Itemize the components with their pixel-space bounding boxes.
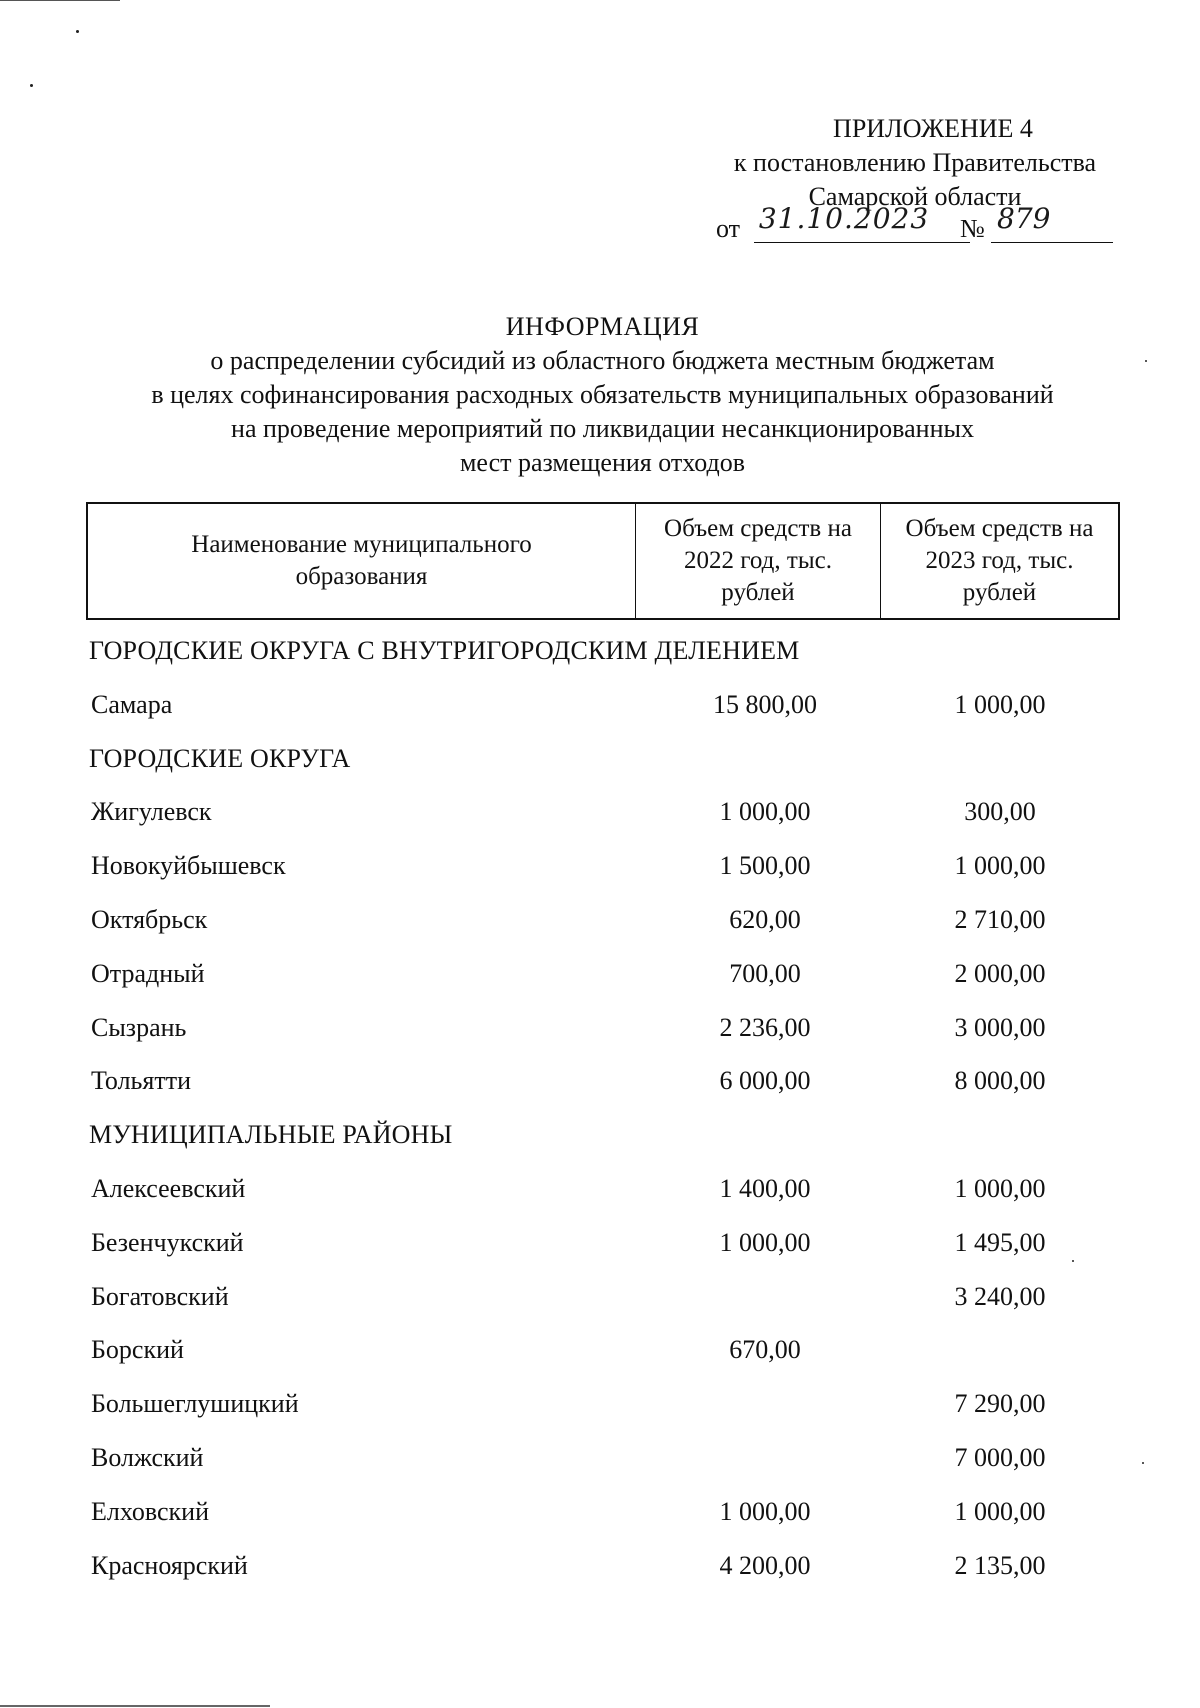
heading-line: в целях софинансирования расходных обязательств муниципальных образований — [151, 380, 1054, 409]
value-2022: 670,00 — [729, 1335, 801, 1365]
table-row — [0, 1431, 1200, 1485]
scan-artifact-line — [0, 0, 120, 1]
table-row — [0, 1485, 1200, 1539]
value-2023: 7 000,00 — [954, 1442, 1046, 1472]
table-row — [0, 947, 1200, 1001]
municipality-name: Безенчукский — [91, 1227, 244, 1257]
value-2023: 2 135,00 — [954, 1550, 1046, 1580]
value-2023: 8 000,00 — [954, 1066, 1046, 1096]
municipality-name: Отрадный — [91, 958, 205, 988]
table-row — [0, 1377, 1200, 1431]
scan-speck — [30, 84, 33, 87]
appendix-line-2: Самарской области — [808, 182, 1022, 211]
value-2022: 15 800,00 — [713, 689, 817, 719]
document-heading — [60, 310, 1145, 480]
header-2023-text: Объем средств на 2023 год, тыс. рублей — [905, 515, 1094, 606]
municipality-name: Октябрьск — [91, 904, 208, 934]
municipality-name: Жигулевск — [91, 797, 212, 827]
handwritten-number: 879 — [997, 202, 1051, 235]
value-2023: 3 000,00 — [954, 1012, 1046, 1042]
value-2023: 1 000,00 — [954, 689, 1046, 719]
section-name: ГОРОДСКИЕ ОКРУГА — [89, 743, 351, 773]
table-body — [0, 624, 1200, 1592]
table-header — [86, 502, 1120, 620]
table-row — [0, 1539, 1200, 1593]
heading-line: на проведение мероприятий по ликвидации несанкционированных — [231, 414, 974, 443]
table-row — [0, 1216, 1200, 1270]
date-label: от — [716, 214, 741, 243]
value-2022: 1 000,00 — [719, 1496, 811, 1526]
municipality-name: Сызрань — [91, 1012, 187, 1042]
value-2023: 2 000,00 — [954, 958, 1046, 988]
table-row — [0, 678, 1200, 732]
section-row — [0, 624, 1200, 678]
scan-speck — [1145, 360, 1147, 362]
value-2022: 4 200,00 — [719, 1550, 811, 1580]
value-2022: 1 500,00 — [719, 851, 811, 881]
municipality-name: Богатовский — [91, 1281, 229, 1311]
value-2023: 2 710,00 — [954, 904, 1046, 934]
number-label: № — [960, 214, 985, 243]
table-row — [0, 1162, 1200, 1216]
value-2022: 1 000,00 — [719, 797, 811, 827]
table-row — [0, 893, 1200, 947]
section-row — [0, 732, 1200, 786]
municipality-name: Волжский — [91, 1442, 204, 1472]
header-cell-2022 — [636, 504, 881, 618]
scan-speck — [76, 30, 79, 33]
heading-line: мест размещения отходов — [459, 448, 746, 477]
header-cell-2023 — [881, 504, 1118, 618]
municipality-name: Алексеевский — [91, 1173, 246, 1203]
appendix-block — [690, 112, 1140, 214]
table-row — [0, 1323, 1200, 1377]
municipality-name: Борский — [91, 1335, 184, 1365]
value-2023: 1 495,00 — [954, 1227, 1046, 1257]
section-row — [0, 1108, 1200, 1162]
table-row — [0, 1001, 1200, 1055]
appendix-title: ПРИЛОЖЕНИЕ 4 — [833, 114, 1033, 143]
municipality-name: Елховский — [91, 1496, 209, 1526]
value-2022: 2 236,00 — [719, 1012, 811, 1042]
scan-artifact-line — [0, 1705, 270, 1707]
value-2023: 7 290,00 — [954, 1389, 1046, 1419]
value-2022: 6 000,00 — [719, 1066, 811, 1096]
value-2023: 1 000,00 — [954, 1173, 1046, 1203]
heading-title: ИНФОРМАЦИЯ — [505, 312, 700, 341]
value-2023: 1 000,00 — [954, 851, 1046, 881]
table-row — [0, 1054, 1200, 1108]
municipality-name: Тольятти — [91, 1066, 192, 1096]
value-2022: 620,00 — [729, 904, 801, 934]
header-cell-name — [88, 504, 636, 618]
section-name: МУНИЦИПАЛЬНЫЕ РАЙОНЫ — [89, 1120, 453, 1150]
table-row — [0, 785, 1200, 839]
value-2022: 1 400,00 — [719, 1173, 811, 1203]
municipality-name: Большеглушицкий — [91, 1389, 299, 1419]
table-row — [0, 1270, 1200, 1324]
municipality-name: Самара — [91, 689, 173, 719]
number-field — [991, 202, 1113, 243]
value-2022: 1 000,00 — [719, 1227, 811, 1257]
heading-line: о распределении субсидий из областного бюджета местным бюджетам — [210, 346, 995, 375]
header-name-text: Наименование муниципального образования — [191, 531, 532, 590]
value-2023: 1 000,00 — [954, 1496, 1046, 1526]
table-row — [0, 839, 1200, 893]
value-2023: 300,00 — [964, 797, 1036, 827]
value-2022: 700,00 — [729, 958, 801, 988]
header-2022-text: Объем средств на 2022 год, тыс. рублей — [664, 515, 852, 606]
municipality-name: Красноярский — [91, 1550, 248, 1580]
value-2023: 3 240,00 — [954, 1281, 1046, 1311]
municipality-name: Новокуйбышевск — [91, 851, 286, 881]
section-name: ГОРОДСКИЕ ОКРУГА С ВНУТРИГОРОДСКИМ ДЕЛЕНИЕМ — [89, 636, 800, 665]
date-field — [754, 202, 970, 243]
appendix-line-1: к постановлению Правительства — [733, 148, 1097, 177]
handwritten-date: 31.10.2023 — [758, 202, 930, 235]
resolution-reference — [716, 202, 1116, 246]
